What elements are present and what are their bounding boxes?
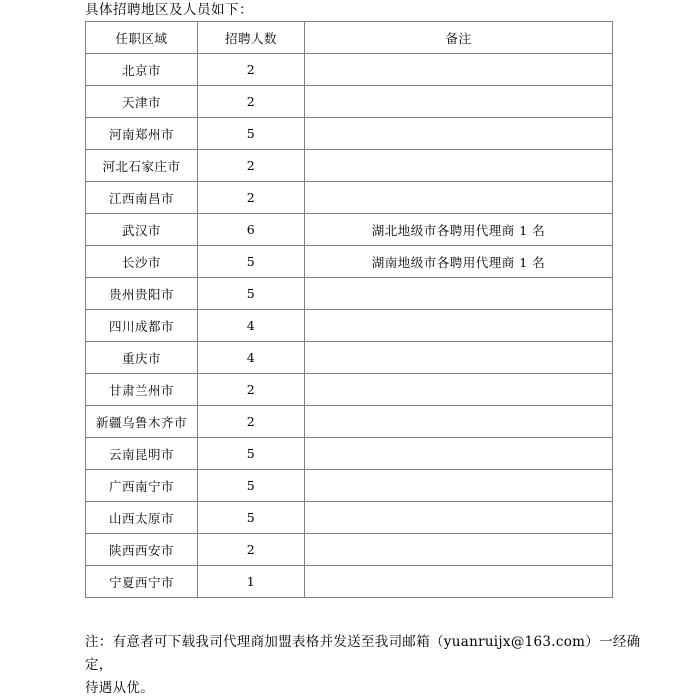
cell-region: 武汉市 [86,214,198,246]
cell-note [305,406,613,438]
cell-note [305,150,613,182]
cell-count: 2 [198,374,305,406]
cell-region: 长沙市 [86,246,198,278]
table-row [86,374,613,406]
cell-count: 2 [198,150,305,182]
cell-note [305,310,613,342]
cell-count: 4 [198,342,305,374]
cell-note [305,182,613,214]
cell-region: 四川成都市 [86,310,198,342]
footer-note-line-1: 注：有意者可下载我司代理商加盟表格并发送至我司邮箱（yuanruijx@163.com）一经确定， [85,634,641,673]
cell-note [305,438,613,470]
cell-region: 山西太原市 [86,502,198,534]
column-header-count: 招聘人数 [198,22,305,54]
cell-region: 云南昆明市 [86,438,198,470]
table-row [86,86,613,118]
table-header [86,22,613,54]
cell-note [305,118,613,150]
cell-region: 广西南宁市 [86,470,198,502]
cell-count: 5 [198,246,305,278]
cell-note [305,502,613,534]
table-header-row [86,22,613,54]
cell-region: 甘肃兰州市 [86,374,198,406]
cell-count: 5 [198,278,305,310]
cell-count: 5 [198,502,305,534]
table-row [86,342,613,374]
cell-count: 1 [198,566,305,598]
table-row [86,214,613,246]
intro-paragraph: 具体招聘地区及人员如下： [85,2,253,18]
cell-region: 北京市 [86,54,198,86]
table-row [86,182,613,214]
table-row [86,310,613,342]
cell-count: 2 [198,182,305,214]
cell-note [305,374,613,406]
column-header-note: 备注 [305,22,613,54]
cell-count: 4 [198,310,305,342]
footer-note-line-2: 待遇从优。 [85,680,154,696]
table-row [86,278,613,310]
cell-region: 河北石家庄市 [86,150,198,182]
table-row [86,566,613,598]
table-row [86,470,613,502]
cell-count: 2 [198,54,305,86]
table-row [86,534,613,566]
table-row [86,438,613,470]
column-header-region: 任职区域 [86,22,198,54]
cell-region: 宁夏西宁市 [86,566,198,598]
cell-count: 2 [198,534,305,566]
cell-region: 陕西西安市 [86,534,198,566]
cell-count: 6 [198,214,305,246]
cell-count: 2 [198,406,305,438]
table-row [86,118,613,150]
table-row [86,406,613,438]
footer-note [85,631,645,700]
table-body [86,54,613,598]
recruitment-table [85,21,613,598]
cell-count: 5 [198,118,305,150]
table-row [86,502,613,534]
cell-note [305,534,613,566]
cell-region: 新疆乌鲁木齐市 [86,406,198,438]
cell-note: 湖南地级市各聘用代理商 1 名 [305,246,613,278]
cell-note [305,470,613,502]
cell-count: 5 [198,438,305,470]
cell-count: 2 [198,86,305,118]
cell-note [305,278,613,310]
table-row [86,246,613,278]
table-row [86,54,613,86]
cell-region: 江西南昌市 [86,182,198,214]
cell-note [305,86,613,118]
table-row [86,150,613,182]
cell-count: 5 [198,470,305,502]
cell-region: 河南郑州市 [86,118,198,150]
cell-region: 重庆市 [86,342,198,374]
cell-region: 天津市 [86,86,198,118]
cell-note [305,342,613,374]
cell-note [305,566,613,598]
cell-region: 贵州贵阳市 [86,278,198,310]
cell-note: 湖北地级市各聘用代理商 1 名 [305,214,613,246]
cell-note [305,54,613,86]
